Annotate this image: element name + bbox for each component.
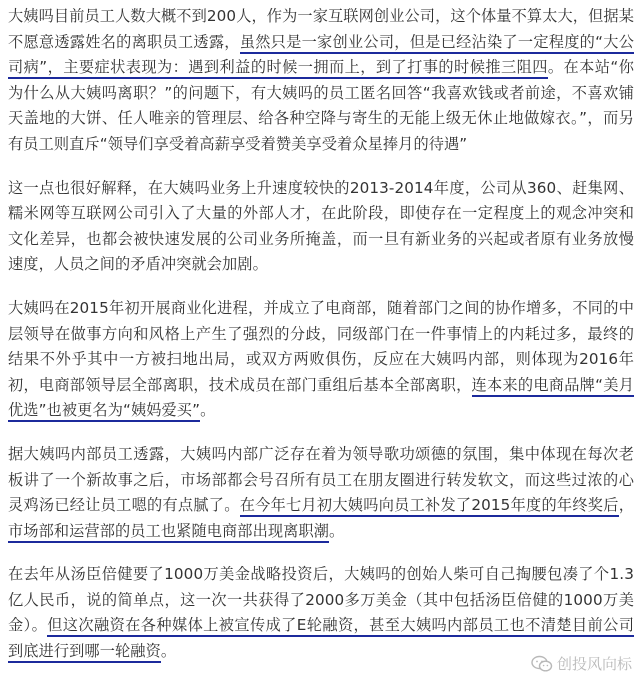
highlighted-text: 市场部和运营部的员工也紧随电商部出现离职潮	[8, 522, 329, 543]
text-segment: 大姨吗目前员工人数大概不到200人，作为一家互联网创业公司，这个体量不算太大，但据某不愿意透露姓名的离职员工透露，	[8, 7, 634, 51]
text-segment: 。	[160, 642, 177, 661]
wechat-icon	[531, 655, 553, 673]
highlighted-text: 连本来的电商品牌“美月优选”也被更名为“姨妈爱买”	[8, 376, 634, 423]
text-segment: 。	[200, 401, 216, 420]
text-segment: 大姨吗在2015年初开展商业化进程，并成立了电商部，随着部门之间的协作增多，不同的中层领导在做事方向和风格上产生了强烈的分歧，同级部门在一件事情上的内耗过多，最终的结果不外乎其中一方被扫地出局，或双方两败俱伤，反应在大姨吗内部，则体现为2016年初，电商部领导层全部离职，技术成员在部门重组后基本全部离职，	[8, 298, 634, 394]
paragraph	[8, 4, 634, 158]
watermark	[531, 653, 632, 674]
paragraph	[8, 296, 634, 424]
paragraph	[8, 562, 634, 664]
highlighted-text: 在今年七月初大姨吗向员工补发了2015年度的年终奖后	[240, 496, 619, 517]
text-segment: 这一点也很好解释，在大姨吗业务上升速度较快的2013-2014年度，公司从360、赶集网、糯米网等互联网公司引入了大量的外部人才，在此阶段，即使存在一定程度上的观念冲突和文化差异，也都会被快速发展的公司业务所掩盖，而一旦有新业务的兴起或者原有业务放慢速度，人员之间的矛盾冲突就会加剧。	[8, 178, 634, 274]
paragraph	[8, 176, 634, 278]
text-segment: 。	[329, 521, 345, 540]
highlighted-text: 虽然只是一家创业公司，但是已经沾染了一定程度的“大公司病”，主要症状表现为：遇到利益的时候一拥而上，到了打事的时候推三阻四	[8, 33, 634, 80]
text-segment: 据大姨吗内部员工透露，大姨吗内部广泛存在着为领导歌功颂德的氛围，集中体现在每次老板讲了一个新故事之后，市场部都会号召所有员工在朋友圈进行转发软文，而这些过浓的心灵鸡汤已经让员工嗯的有点腻了。	[8, 444, 634, 515]
text-segment: 在去年从汤臣倍健要了1000万美金战略投资后，大姨吗的创始人柴可自己掏腰包凑了个1.3亿人民币，说的简单点，这一次一共获得了2000多万美金（其中包括汤臣倍健的1000万美金）。	[8, 565, 634, 635]
text-segment: 。在本站“你为什么从大姨吗离职？”的问题下，有大姨吗的员工匿名回答“我喜欢钱或者前途，不喜欢铺天盖地的大饼、任人唯亲的管理层、给各种空降与寄生的无能上级无休止地做嫁衣。”，而另有员工则直斥“领导们享受着高薪享受着赞美享受着众星捧月的待遇”	[8, 58, 634, 153]
article-body	[8, 4, 634, 683]
text-segment: ，	[618, 496, 634, 515]
paragraph	[8, 442, 634, 544]
watermark-text: 创投风向标	[556, 655, 632, 673]
highlighted-text: 但这次融资在各种媒体上被宣传成了E轮融资，甚至大姨吗内部员工也不清楚目前公司到底进行到哪一轮融资	[8, 616, 634, 663]
